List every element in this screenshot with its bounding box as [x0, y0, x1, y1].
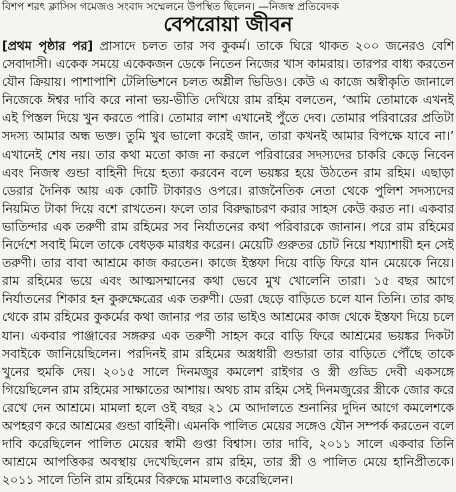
article-body	[2, 37, 454, 489]
previous-article-tail: বিশপ শরৎ ক্লাসিস গমেজও সংবাদ সম্মেলনে উপস্থিত ছিলেন। —নিজস্ব প্রতিবেদক	[2, 1, 339, 13]
continued-from-label: [প্রথম পৃষ্ঠার পর]	[2, 39, 94, 53]
article-headline: বেপরোয়া জীবন	[163, 12, 293, 36]
article-body-text: প্রাসাদে চলত তার সব কুকর্ম। তাকে ঘিরে থাকত ২০০ জনেরও বেশি সেবাদাসী। একেক সময়ে একেকজন ডেকে নিতেন নিজের খাস কামরায়। তারপর বাধ্য করতেন যৌন ক্রিয়ায়। পাশাপাশি টেলিভিশনে চলত অশ্লীল ভিডিও। কেউ এ কাজে অস্বীকৃতি জানালে নিজেকে ঈশ্বর দাবি করে নানা ভয়-ভীতি দেখিয়ে রাম রহিম বলতেন, ‘আমি তোমাকে এখনই এই পিস্তল দিয়ে খুন করতে পারি। তোমার লাশ এখানেই পুঁতে দেব। তোমার পরিবারের প্রতিটা সদস্য আমার অন্ধ ভক্ত। তুমি খুব ভালো করেই জান, তারা কখনই আমার বিপক্ষে যাবে না।’ এখানেই শেষ নয়। তার কথা মতো কাজ না করলে পরিবারের সদস্যদের চাকরি কেড়ে নিবেন এবং নিজস্ব গুন্ডা বাহিনী দিয়ে হত্যা করবেন বলে ভয়ঙ্কর হয়ে উঠতেন রাম রহিম। এছাড়া ডেরার দৈনিক আয় এক কোটি টাকারও ওপরে। রাজনৈতিক নেতা থেকে পুলিশ সদস্যদের নিয়মিত টাকা দিয়ে বশে রাখতেন। ফলে তার বিরুদ্ধাচরণ করার সাহস কেউ করত না। একবার ভাতিন্দার এক তরুণী রাম রহিমের সব নির্যাতনের কথা পরিবারকে জানান। পরে রাম রহিমের নির্দেশে সবাই মিলে তাকে বেধড়ক মারধর করেন। মেয়েটি গুরুতর চোট নিয়ে শয্যাশায়ী হন সেই তরুণী। তার বাবা আশ্রমে কাজ করতেন। কাজে ইস্তফা দিয়ে বাড়ি ফিরে যান মেয়েকে নিয়ে। রাম রহিমের ভয়ে এবং আত্মসম্মানের কথা ভেবে মুখ খোলেনি তারা। ১৫ বছর আগে নির্যাতনের শিকার হন কুরুক্ষেত্রের এক তরুণী। ডেরা ছেড়ে বাড়িতে চলে যান তিনি। তার কাছ থেকে রাম রহিমের কুকর্মের কথা জানার পর তার ভাইও আশ্রমের কাজ থেকে ইস্তফা দিয়ে চলে যান। একবার পাঞ্জাবের সঙ্গরুর এক তরুণী সাহস করে বাড়ি ফিরে আশ্রমের ভয়ঙ্কর দিকটা সবাইকে জানিয়েছিলেন। পরদিনই রাম রহিমের অস্ত্রধারী গুন্ডারা তার বাড়িতে পৌঁছে তাকে খুনের হুমকি দেয়। ২০১৫ সালে দিনমজুর কমলেশ রাইগর ও স্ত্রী গুড্ডি দেবী একসঙ্গে গিয়েছিলেন রাম রহিমের সাক্ষাতের আশায়। অথচ রাম রহিম সেই দিনমজুরের স্ত্রীকে জোর করে রেখে দেন আশ্রমে। মামলা হলে ওই বছর ২১ মে আদালতে শুনানির দুদিন আগে কমলেশকে অপহরণ করে আশ্রমের গুন্ডা বাহিনী। এমনকি পালিত মেয়ের সঙ্গেও যৌন সম্পর্ক করতেন বলে দাবি করেছিলেন পালিত মেয়ের স্বামী গুপ্তা বিশ্বাস। তার দাবি, ২০১১ সালে একবার তিনি আশ্রমে আপত্তিকর অবস্থায় দেখেছিলেন রাম রহিম, তার স্ত্রী ও পালিত মেয়ে হানিপ্রীতকে। ২০১১ সালে তিনি রাম রহিমের বিরুদ্ধে মামলাও করেছিলেন।	[2, 39, 454, 488]
